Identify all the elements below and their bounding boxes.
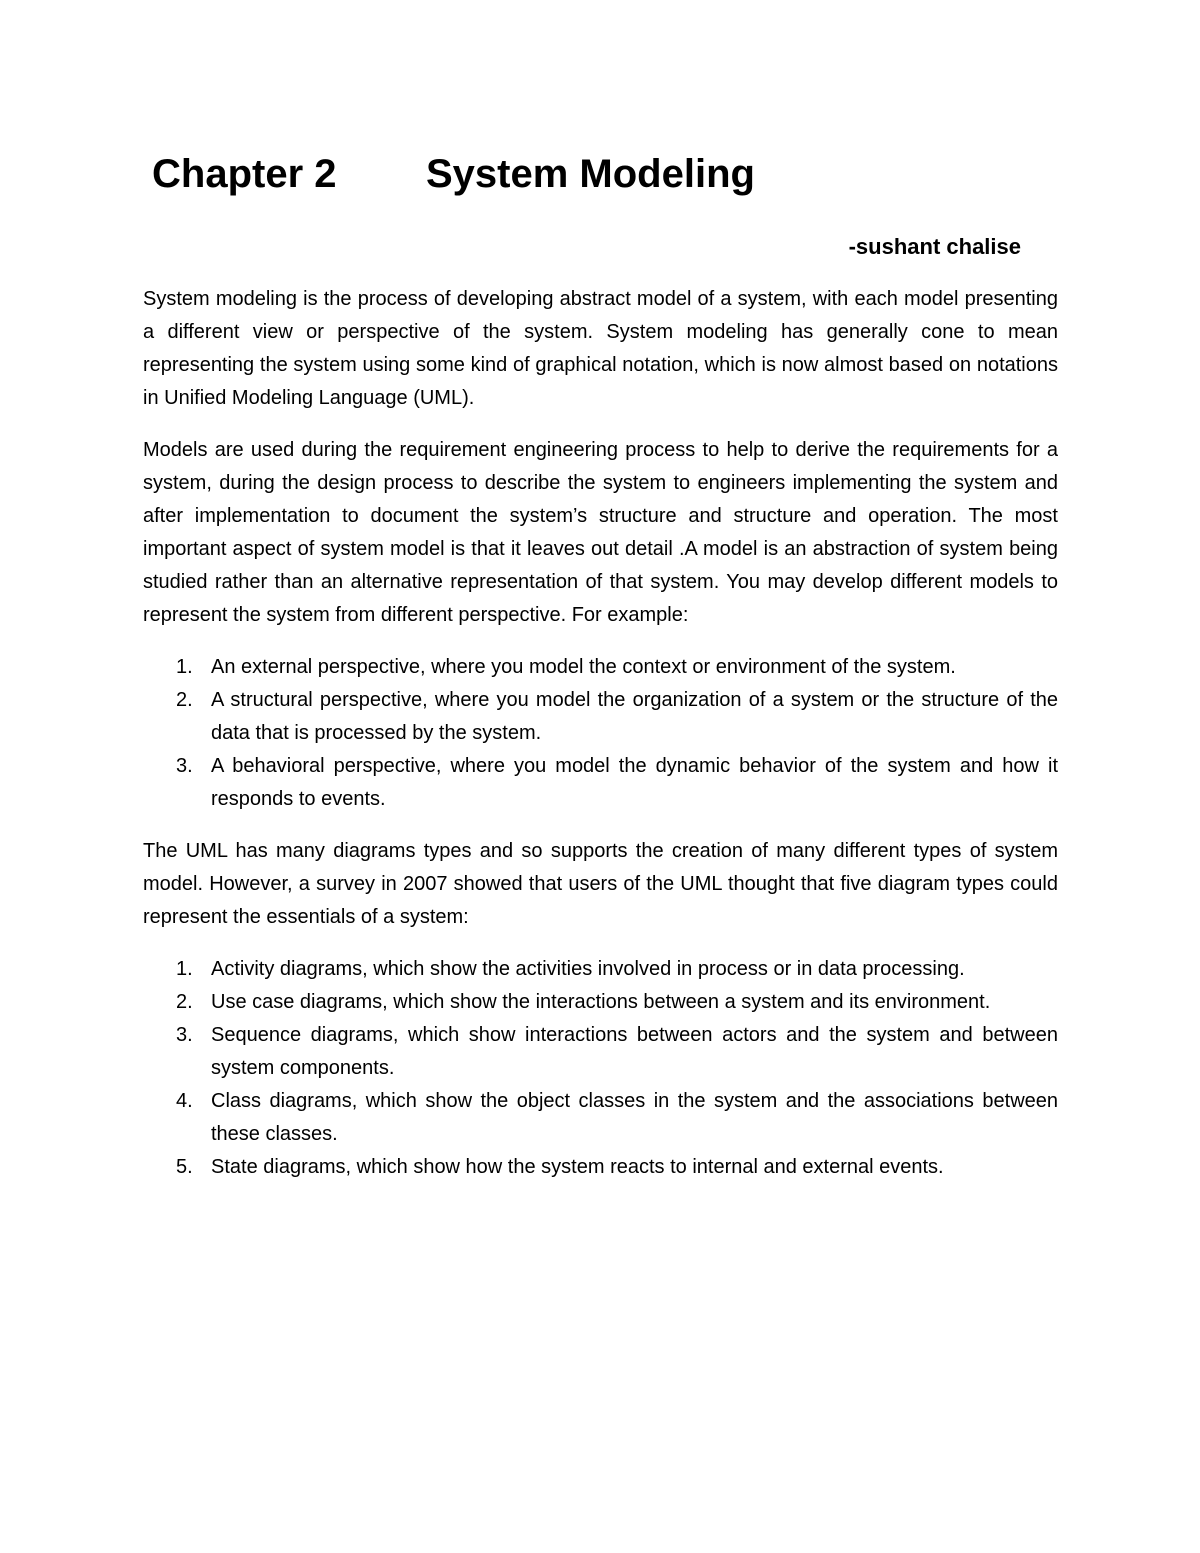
list-item-number: 3. bbox=[176, 755, 193, 777]
chapter-number: Chapter 2 bbox=[152, 152, 337, 196]
list-item bbox=[143, 953, 1058, 986]
diagram-types-list bbox=[143, 953, 1058, 1184]
paragraph-intro: System modeling is the process of developing abstract model of a system, with each model presenting a different view or perspective of the system. System modeling has generally cone to mean representing the system using some kind of graphical notation, which is now almost based on notations in Unified Modeling Language (UML). bbox=[143, 288, 1058, 409]
chapter-heading bbox=[152, 148, 755, 200]
list-item-number: 1. bbox=[176, 656, 193, 678]
list-item-text: Class diagrams, which show the object classes in the system and the associations between these classes. bbox=[211, 1090, 1058, 1145]
paragraph-models: Models are used during the requirement engineering process to help to derive the requirements for a system, during the design process to describe the system to engineers implementing the system and after implementation to document the system’s structure and structure and operation. The most important aspect of system model is that it leaves out detail .A model is an abstraction of system being studied rather than an alternative representation of that system. You may develop different models to represent the system from different perspective. For example: bbox=[143, 439, 1058, 626]
list-item-text: An external perspective, where you model the context or environment of the system. bbox=[211, 656, 956, 678]
list-item-text: A structural perspective, where you model the organization of a system or the structure of the data that is processed by the system. bbox=[211, 689, 1058, 744]
list-item-number: 4. bbox=[176, 1090, 193, 1112]
list-item-text: Sequence diagrams, which show interactions between actors and the system and between system components. bbox=[211, 1024, 1058, 1079]
list-item bbox=[143, 750, 1058, 816]
list-item-number: 1. bbox=[176, 958, 193, 980]
list-item-number: 5. bbox=[176, 1156, 193, 1178]
list-item-text: Use case diagrams, which show the interactions between a system and its environment. bbox=[211, 991, 991, 1013]
list-item bbox=[143, 986, 1058, 1019]
document-body bbox=[143, 283, 1058, 1203]
list-item bbox=[143, 684, 1058, 750]
list-item-text: Activity diagrams, which show the activities involved in process or in data processing. bbox=[211, 958, 965, 980]
list-item-text: State diagrams, which show how the system reacts to internal and external events. bbox=[211, 1156, 944, 1178]
list-item bbox=[143, 1085, 1058, 1151]
list-item bbox=[143, 1019, 1058, 1085]
list-item bbox=[143, 651, 1058, 684]
chapter-title: System Modeling bbox=[426, 152, 755, 196]
paragraph-uml: The UML has many diagrams types and so supports the creation of many different types of system model. However, a survey in 2007 showed that users of the UML thought that five diagram types could represent the essentials of a system: bbox=[143, 840, 1058, 928]
list-item-number: 2. bbox=[176, 991, 193, 1013]
author-name: -sushant chalise bbox=[848, 234, 1021, 259]
list-item bbox=[143, 1151, 1058, 1184]
perspectives-list bbox=[143, 651, 1058, 816]
list-item-number: 3. bbox=[176, 1024, 193, 1046]
list-item-number: 2. bbox=[176, 689, 193, 711]
list-item-text: A behavioral perspective, where you model the dynamic behavior of the system and how it responds to events. bbox=[211, 755, 1058, 810]
